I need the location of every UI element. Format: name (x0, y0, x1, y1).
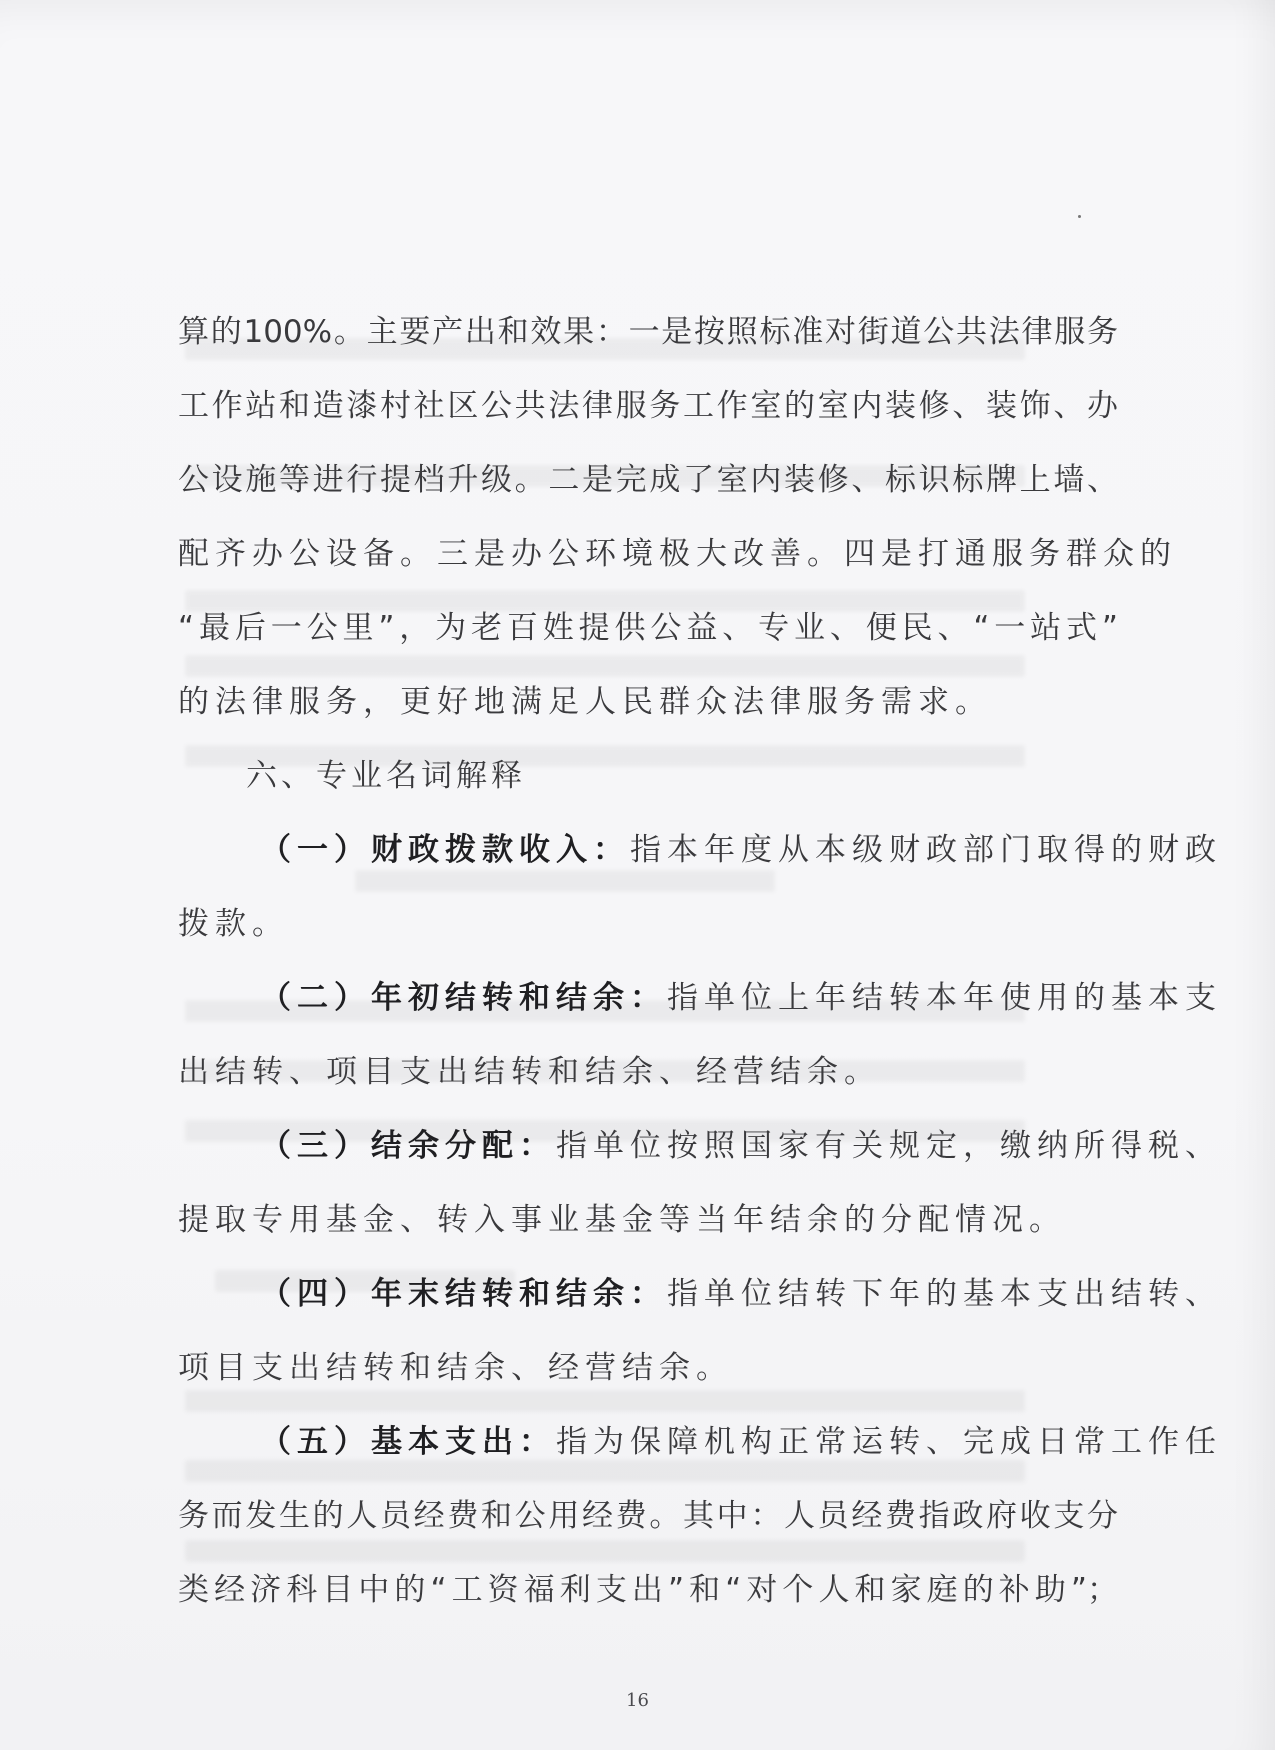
term-label: （四）年末结转和结余： (260, 1276, 667, 1312)
body-line: 公设施等进行提档升级。二是完成了室内装修、标识标牌上墙、 (178, 462, 1118, 498)
body-line: 算的100%。主要产出和效果：一是按照标准对街道公共法律服务 (178, 314, 1118, 350)
body-line: 的法律服务，更好地满足人民群众法律服务需求。 (178, 684, 992, 720)
page-number: 16 (626, 1690, 649, 1711)
body-line: 务而发生的人员经费和公用经费。其中：人员经费指政府收支分 (178, 1498, 1118, 1534)
body-line: 拨款。 (178, 906, 289, 942)
term-text: 指单位上年结转本年使用的基本支 (667, 980, 1222, 1016)
body-line: 配齐办公设备。三是办公环境极大改善。四是打通服务群众的 (178, 536, 1177, 572)
section-title: 六、专业名词解释 (246, 758, 526, 794)
term-text: 指为保障机构正常运转、完成日常工作任 (556, 1424, 1222, 1460)
term-text: 指本年度从本级财政部门取得的财政 (630, 832, 1222, 868)
term-label: （二）年初结转和结余： (260, 980, 667, 1016)
term-label: （五）基本支出： (260, 1424, 556, 1460)
term-label: （三）结余分配： (260, 1128, 556, 1164)
body-line: 出结转、项目支出结转和结余、经营结余。 (178, 1054, 881, 1090)
term-text: 指单位按照国家有关规定，缴纳所得税、 (556, 1128, 1222, 1164)
scan-speck (1078, 215, 1081, 218)
body-line: 类经济科目中的“工资福利支出”和“对个人和家庭的补助”； (178, 1572, 1118, 1608)
term-definition-line (260, 1256, 1222, 1332)
term-definition-line (260, 1404, 1222, 1480)
term-definition-line (260, 1108, 1222, 1184)
body-line: 项目支出结转和结余、经营结余。 (178, 1350, 733, 1386)
term-label: （一）财政拨款收入： (260, 832, 630, 868)
body-line: “最后一公里”，为老百姓提供公益、专业、便民、“一站式” (178, 610, 1118, 646)
term-text: 指单位结转下年的基本支出结转、 (667, 1276, 1222, 1312)
body-line: 提取专用基金、转入事业基金等当年结余的分配情况。 (178, 1202, 1066, 1238)
body-line: 工作站和造漆村社区公共法律服务工作室的室内装修、装饰、办 (178, 388, 1118, 424)
term-definition-line (260, 960, 1222, 1036)
term-definition-line (260, 812, 1222, 888)
